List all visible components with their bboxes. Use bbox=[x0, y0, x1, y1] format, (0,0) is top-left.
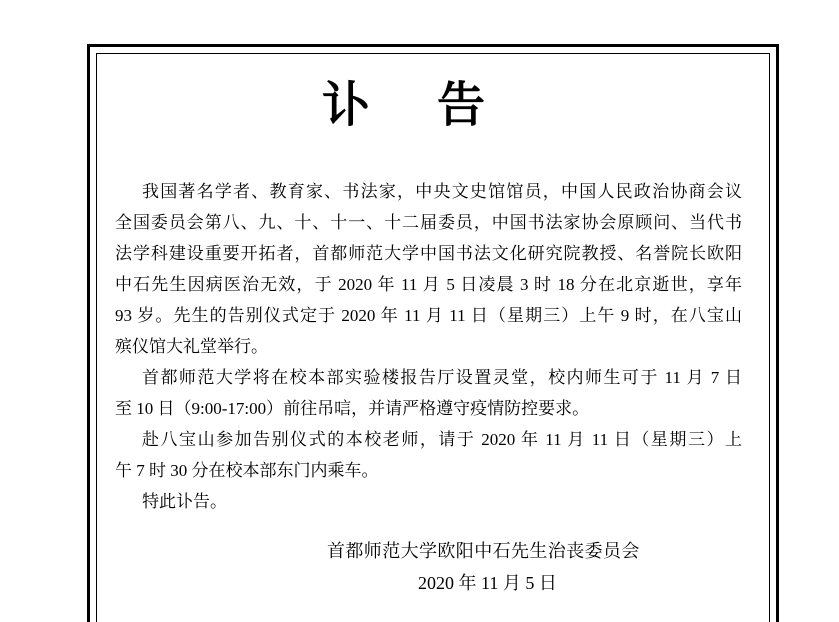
notice-body bbox=[115, 176, 742, 517]
body-line: 赴八宝山参加告别仪式的本校老师，请于 2020 年 11 月 11 日（星期三）上 bbox=[142, 430, 742, 449]
body-line: 中石先生因病医治无效，于 2020 年 11 月 5 日凌晨 3 时 18 分在北京逝世，享年 bbox=[115, 275, 742, 294]
paragraph-transport bbox=[115, 424, 742, 486]
body-line: 殡仪馆大礼堂举行。 bbox=[115, 337, 268, 356]
notice-title: 讣告 bbox=[322, 79, 553, 132]
paragraph-closing bbox=[115, 486, 742, 517]
body-line: 93 岁。先生的告别仪式定于 2020 年 11 月 11 日（星期三）上午 9 时，在八宝山 bbox=[115, 306, 742, 325]
body-line: 全国委员会第八、九、十、十一、十二届委员，中国书法家协会原顾问、当代书 bbox=[115, 213, 742, 232]
body-line: 午 7 时 30 分在校本部东门内乘车。 bbox=[115, 461, 379, 480]
paragraph-memorial-hall bbox=[115, 362, 742, 424]
body-line: 至 10 日（9:00-17:00）前往吊唁，并请严格遵守疫情防控要求。 bbox=[115, 399, 590, 418]
signature-date: 2020 年 11 月 5 日 bbox=[418, 573, 557, 593]
signature-committee: 首都师范大学欧阳中石先生治丧委员会 bbox=[327, 541, 640, 561]
body-line: 法学科建设重要开拓者，首都师范大学中国书法文化研究院教授、名誉院长欧阳 bbox=[115, 244, 742, 263]
body-line: 我国著名学者、教育家、书法家，中央文史馆馆员，中国人民政治协商会议 bbox=[142, 182, 742, 201]
paragraph-announcement bbox=[115, 176, 742, 362]
body-line: 特此讣告。 bbox=[142, 492, 227, 511]
body-line: 首都师范大学将在校本部实验楼报告厅设置灵堂，校内师生可于 11 月 7 日 bbox=[142, 368, 742, 387]
